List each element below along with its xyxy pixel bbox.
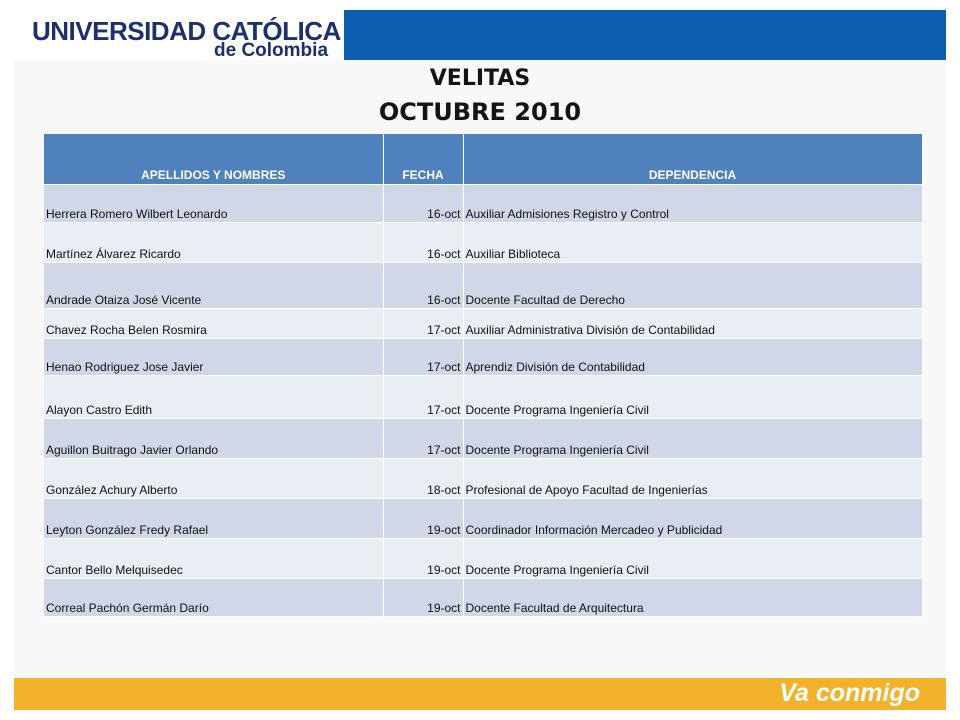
cell-date: 16-oct [383,263,463,309]
cell-name: Correal Pachón Germán Darío [44,579,383,617]
cell-department: Profesional de Apoyo Facultad de Ingenierías [463,459,922,499]
cell-name: Aguillon Buitrago Javier Orlando [44,419,383,459]
cell-name: Herrera Romero Wilbert Leonardo [44,185,383,223]
logo-name: UNIVERSIDAD [32,16,206,46]
footer-band [14,678,946,710]
footer-slogan: Va conmigo [779,679,920,707]
table-row [44,309,922,339]
cell-date: 18-oct [383,459,463,499]
column-header-department: DEPENDENCIA [463,134,922,185]
column-header-date: FECHA [383,134,463,185]
cell-date: 19-oct [383,539,463,579]
cell-name: González Achury Alberto [44,459,383,499]
cell-department: Coordinador Información Mercadeo y Publicidad [463,499,922,539]
cell-department: Docente Programa Ingeniería Civil [463,539,922,579]
header-band [14,10,946,60]
table-row [44,223,922,263]
cell-date: 16-oct [383,185,463,223]
table-row [44,376,922,419]
cell-department: Auxiliar Biblioteca [463,223,922,263]
page-title: VELITAS [429,66,531,91]
table-row [44,419,922,459]
logo-name-accent: CATÓLICA [212,16,341,46]
cell-name: Martínez Álvarez Ricardo [44,223,383,263]
cell-department: Auxiliar Admisiones Registro y Control [463,185,922,223]
cell-department: Docente Facultad de Derecho [463,263,922,309]
table-header-row [44,134,922,185]
slide [14,10,946,710]
cell-date: 19-oct [383,499,463,539]
table-row [44,499,922,539]
cell-department: Docente Programa Ingeniería Civil [463,376,922,419]
page-subtitle: OCTUBRE 2010 [378,98,582,126]
cell-name: Leyton González Fredy Rafael [44,499,383,539]
cell-department: Aprendiz División de Contabilidad [463,339,922,376]
cell-name: Cantor Bello Melquisedec [44,539,383,579]
cell-name: Andrade Otaiza José Vicente [44,263,383,309]
cell-department: Auxiliar Administrativa División de Contabilidad [463,309,922,339]
logo-subtitle: de Colombia [214,40,329,61]
table-row [44,339,922,376]
cell-date: 17-oct [383,339,463,376]
table-row [44,539,922,579]
cell-date: 17-oct [383,419,463,459]
table-row [44,263,922,309]
cell-name: Chavez Rocha Belen Rosmira [44,309,383,339]
cell-date: 17-oct [383,376,463,419]
cell-name: Henao Rodriguez Jose Javier [44,339,383,376]
cell-department: Docente Facultad de Arquitectura [463,579,922,617]
cell-department: Docente Programa Ingeniería Civil [463,419,922,459]
table-row [44,185,922,223]
university-logo [14,10,344,60]
cell-date: 16-oct [383,223,463,263]
cell-name: Alayon Castro Edith [44,376,383,419]
cell-date: 19-oct [383,579,463,617]
column-header-name: APELLIDOS Y NOMBRES [44,134,383,185]
cell-date: 17-oct [383,309,463,339]
table-row [44,579,922,617]
table-row [44,459,922,499]
birthday-table [44,134,923,617]
